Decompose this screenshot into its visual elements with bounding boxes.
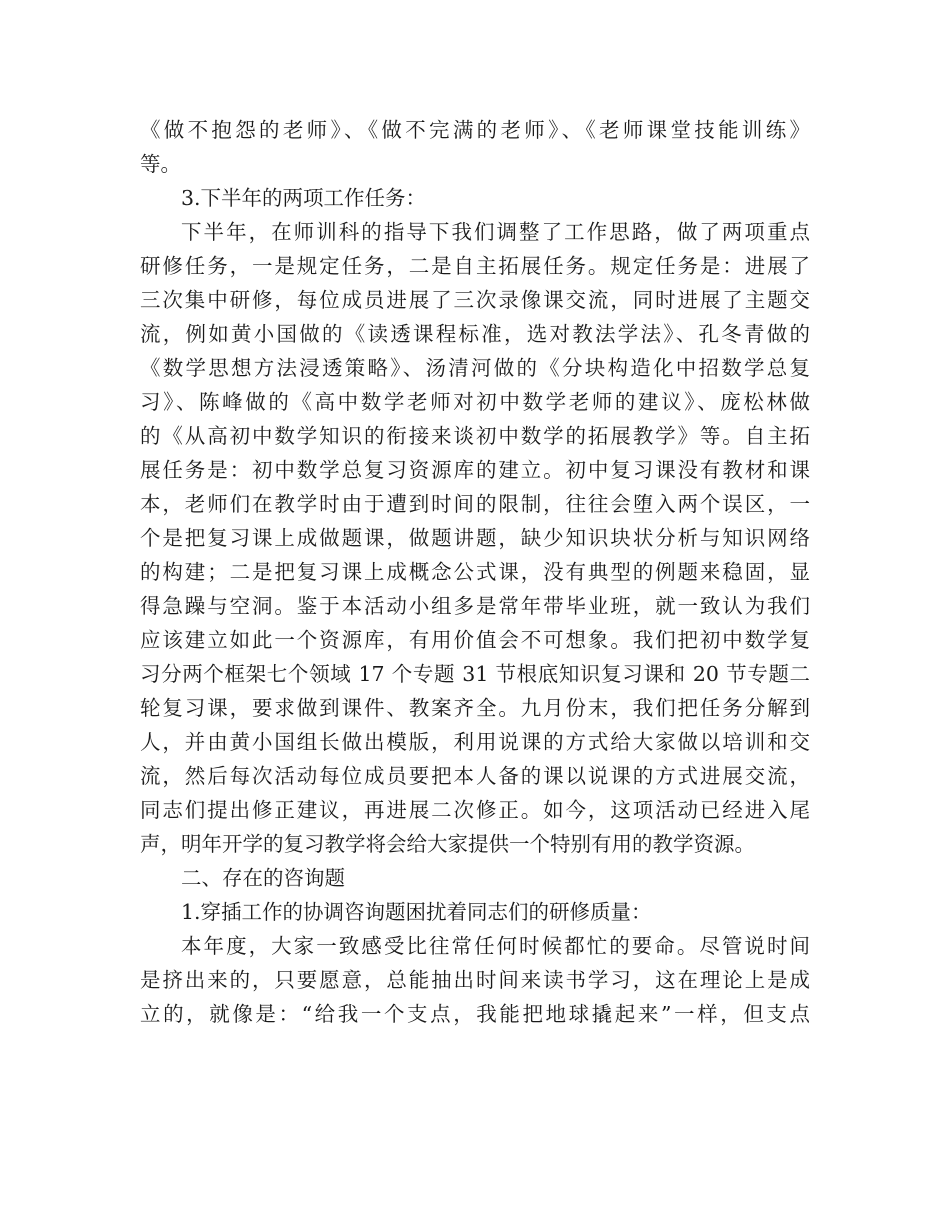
text-line: 三次集中研修，每位成员进展了三次录像课交流，同时进展了主题交 [140,288,810,312]
text-line: 习》、陈峰做的《高中数学老师对初中数学老师的建议》、庞松林做 [140,390,810,414]
text-line: 《做不抱怨的老师》、《做不完满的老师》、《老师课堂技能训练》 [140,118,810,142]
text-line: 应该建立如此一个资源库，有用价值会不可想象。我们把初中数学复 [140,628,810,652]
text-line: 同志们提出修正建议，再进展二次修正。如今，这项活动已经进入尾 [140,798,810,822]
section-heading: 3.下半年的两项工作任务： [181,186,427,210]
text-line: 人，并由黄小国组长做出模版，利用说课的方式给大家做以培训和交 [140,730,810,754]
text-line: 的《从高初中数学知识的衔接来谈初中数学的拓展教学》等。自主拓 [140,424,810,448]
document-body [140,113,810,1031]
text-line: 研修任务，一是规定任务，二是自主拓展任务。规定任务是：进展了 [140,254,810,278]
text-line: 《数学思想方法浸透策略》、汤清河做的《分块构造化中招数学总复 [140,356,810,380]
text-line: 展任务是：初中数学总复习资源库的建立。初中复习课没有教材和课 [140,458,810,482]
subsection-heading: 1.穿插工作的协调咨询题困扰着同志们的研修质量： [181,900,652,924]
text-line: 轮复习课，要求做到课件、教案齐全。九月份末，我们把任务分解到 [140,696,810,720]
paragraph-first-line: 下半年，在师训科的指导下我们调整了工作思路，做了两项重点 [181,220,810,244]
text-line: 本，老师们在教学时由于遭到时间的限制，往往会堕入两个误区，一 [140,492,810,516]
text-line: 声，明年开学的复习教学将会给大家提供一个特别有用的教学资源。 [140,832,755,856]
section-heading: 二、存在的咨询题 [181,866,345,890]
text-line: 个是把复习课上成做题课，做题讲题，缺少知识块状分析与知识网络 [140,526,810,550]
text-line: 流，例如黄小国做的《读透课程标准，选对教法学法》、孔冬青做的 [140,322,810,346]
text-line: 是挤出来的，只要愿意，总能抽出时间来读书学习，这在理论上是成 [140,968,810,992]
text-line: 流，然后每次活动每位成员要把本人备的课以说课的方式进展交流， [140,764,810,788]
paragraph-first-line: 本年度，大家一致感受比往常任何时候都忙的要命。尽管说时间 [181,934,810,958]
text-line: 得急躁与空洞。鉴于本活动小组多是常年带毕业班，就一致认为我们 [140,594,810,618]
text-line: 的构建；二是把复习课上成概念公式课，没有典型的例题来稳固，显 [140,560,810,584]
text-line: 立的，就像是：“给我一个支点，我能把地球撬起来”一样，但支点 [140,1002,810,1026]
text-line: 习分两个框架七个领域 17 个专题 31 节根底知识复习课和 20 节专题二 [140,662,810,686]
text-line: 等。 [140,152,181,176]
